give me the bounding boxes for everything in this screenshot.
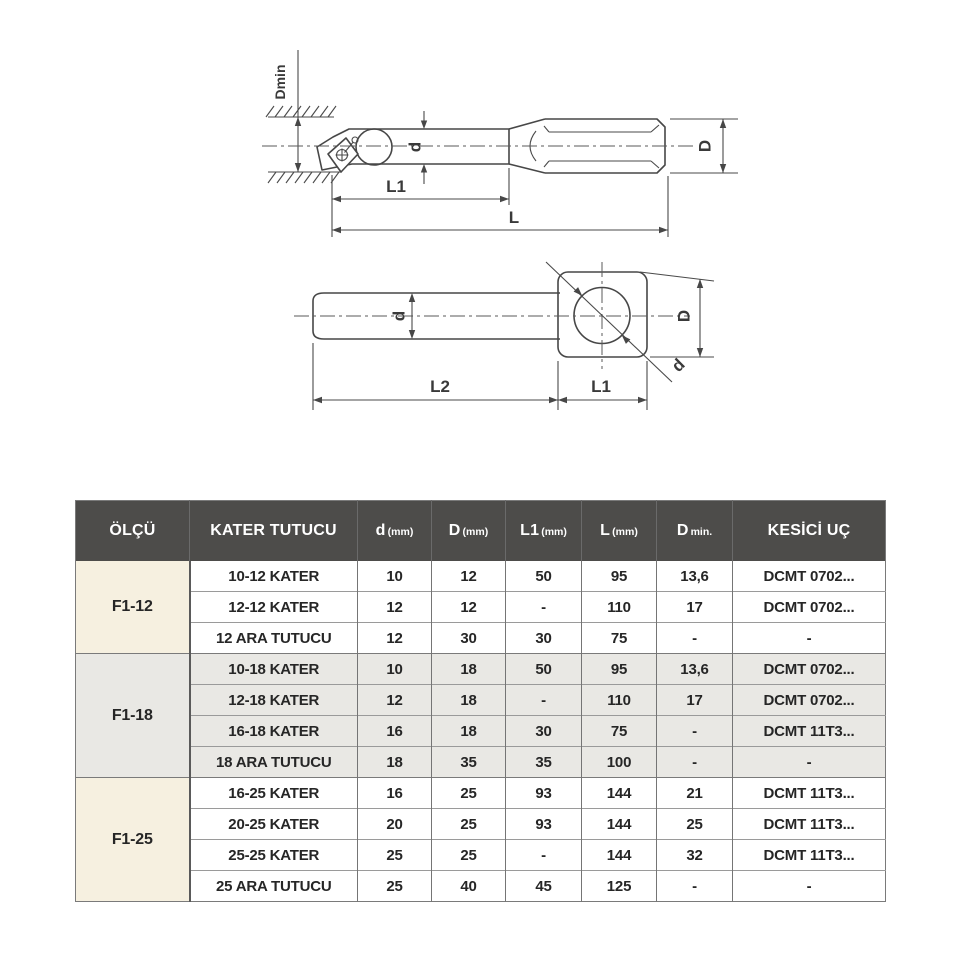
column-header-Dmin: D min. — [657, 501, 733, 562]
cell-insert: - — [733, 747, 886, 778]
technical-drawings — [0, 0, 960, 470]
tool-body — [262, 119, 697, 173]
bore-wall-top-hatch — [266, 106, 336, 117]
cell-L: 95 — [582, 561, 657, 592]
holder-D-label: D — [674, 309, 694, 323]
cell-d: 16 — [358, 778, 432, 809]
cell-L: 75 — [582, 716, 657, 747]
cell-L: 144 — [582, 809, 657, 840]
column-header-L1: L1 (mm) — [506, 501, 582, 562]
cell-L1: 93 — [506, 809, 582, 840]
cell-product: 25-25 KATER — [190, 840, 358, 871]
cell-product: 18 ARA TUTUCU — [190, 747, 358, 778]
table-header — [76, 501, 886, 562]
group-label-cell: F1-12 — [76, 561, 190, 654]
cell-product: 12-12 KATER — [190, 592, 358, 623]
cell-L1: 50 — [506, 654, 582, 685]
column-header-D: D (mm) — [432, 501, 506, 562]
spec-table — [75, 500, 886, 902]
cell-insert: DCMT 11T3... — [733, 809, 886, 840]
cell-d: 16 — [358, 716, 432, 747]
cell-d: 12 — [358, 623, 432, 654]
l-label: L — [508, 208, 520, 227]
cell-Dmin: - — [657, 871, 733, 902]
cell-L: 100 — [582, 747, 657, 778]
cell-product: 16-25 KATER — [190, 778, 358, 809]
column-header-L: L (mm) — [582, 501, 657, 562]
ara-tutucu-drawing — [294, 262, 714, 410]
cell-L1: - — [506, 685, 582, 716]
cell-d: 10 — [358, 654, 432, 685]
dmin-label: Dmin — [272, 64, 288, 100]
cell-Dmin: - — [657, 623, 733, 654]
column-header-kesici-uc: KESİCİ UÇ — [733, 501, 886, 562]
table-row — [76, 747, 886, 778]
table-row — [76, 778, 886, 809]
cell-Dmin: - — [657, 747, 733, 778]
insert-pocket-arc — [356, 129, 392, 165]
cell-Dmin: 13,6 — [657, 561, 733, 592]
cell-Dmin: 13,6 — [657, 654, 733, 685]
cell-insert: DCMT 11T3... — [733, 778, 886, 809]
cell-insert: DCMT 0702... — [733, 592, 886, 623]
cell-L: 110 — [582, 685, 657, 716]
table-row — [76, 716, 886, 747]
cell-product: 12-18 KATER — [190, 685, 358, 716]
cell-L1: 45 — [506, 871, 582, 902]
cell-L: 144 — [582, 840, 657, 871]
cell-D: 18 — [432, 685, 506, 716]
cell-D: 35 — [432, 747, 506, 778]
cell-D: 25 — [432, 840, 506, 871]
cell-d: 20 — [358, 809, 432, 840]
cell-L: 125 — [582, 871, 657, 902]
column-header-olcu: ÖLÇÜ — [76, 501, 190, 562]
shank-d-label: D — [695, 139, 715, 153]
cell-Dmin: 25 — [657, 809, 733, 840]
cell-D: 18 — [432, 716, 506, 747]
cell-L1: 35 — [506, 747, 582, 778]
column-header-kater-tutucu: KATER TUTUCU — [190, 501, 358, 562]
cell-D: 40 — [432, 871, 506, 902]
cell-insert: - — [733, 871, 886, 902]
cell-L: 110 — [582, 592, 657, 623]
cell-insert: DCMT 11T3... — [733, 840, 886, 871]
cell-L1: 50 — [506, 561, 582, 592]
cell-L: 144 — [582, 778, 657, 809]
cell-product: 20-25 KATER — [190, 809, 358, 840]
cell-d: 25 — [358, 840, 432, 871]
hole-d-label: d — [667, 354, 689, 376]
d-label: d — [405, 141, 425, 153]
cell-d: 25 — [358, 871, 432, 902]
l1-dimension — [332, 168, 509, 237]
cell-insert: DCMT 0702... — [733, 561, 886, 592]
cell-D: 12 — [432, 592, 506, 623]
column-header-d: d (mm) — [358, 501, 432, 562]
l1-label: L1 — [386, 177, 406, 196]
holder-d-label: d — [389, 310, 409, 322]
cell-insert: - — [733, 623, 886, 654]
cell-product: 12 ARA TUTUCU — [190, 623, 358, 654]
holder-l1-label: L1 — [591, 377, 611, 396]
cell-L: 95 — [582, 654, 657, 685]
cell-L1: 30 — [506, 623, 582, 654]
table-row — [76, 840, 886, 871]
l2-label: L2 — [430, 377, 450, 396]
cell-product: 10-18 KATER — [190, 654, 358, 685]
table-row — [76, 871, 886, 902]
cell-d: 10 — [358, 561, 432, 592]
cell-Dmin: 17 — [657, 685, 733, 716]
cell-D: 25 — [432, 809, 506, 840]
cell-d: 12 — [358, 685, 432, 716]
cell-D: 18 — [432, 654, 506, 685]
spec-table-container — [75, 500, 886, 902]
l-dimension — [332, 176, 668, 237]
table-row — [76, 592, 886, 623]
cell-insert: DCMT 0702... — [733, 685, 886, 716]
cell-d: 12 — [358, 592, 432, 623]
cell-L1: - — [506, 840, 582, 871]
cell-product: 10-12 KATER — [190, 561, 358, 592]
bore-wall-bottom-hatch — [268, 172, 342, 183]
cell-Dmin: 17 — [657, 592, 733, 623]
cell-product: 25 ARA TUTUCU — [190, 871, 358, 902]
cell-L1: - — [506, 592, 582, 623]
cell-D: 25 — [432, 778, 506, 809]
cell-insert: DCMT 0702... — [733, 654, 886, 685]
cell-Dmin: 32 — [657, 840, 733, 871]
cell-L: 75 — [582, 623, 657, 654]
group-label-cell: F1-25 — [76, 778, 190, 902]
cell-D: 30 — [432, 623, 506, 654]
table-row — [76, 623, 886, 654]
l2-dimension — [313, 343, 558, 410]
table-row — [76, 809, 886, 840]
hole-diameter-dimension — [546, 262, 689, 382]
cell-L1: 93 — [506, 778, 582, 809]
kater-side-view-drawing — [262, 50, 738, 237]
cell-Dmin: 21 — [657, 778, 733, 809]
cell-insert: DCMT 11T3... — [733, 716, 886, 747]
group-label-cell: F1-18 — [76, 654, 190, 778]
cell-Dmin: - — [657, 716, 733, 747]
cell-product: 16-18 KATER — [190, 716, 358, 747]
table-row — [76, 654, 886, 685]
holder-D-dimension — [640, 272, 714, 357]
table-row — [76, 685, 886, 716]
d-dimension — [405, 111, 427, 184]
cell-d: 18 — [358, 747, 432, 778]
cell-L1: 30 — [506, 716, 582, 747]
table-row — [76, 561, 886, 592]
cell-D: 12 — [432, 561, 506, 592]
